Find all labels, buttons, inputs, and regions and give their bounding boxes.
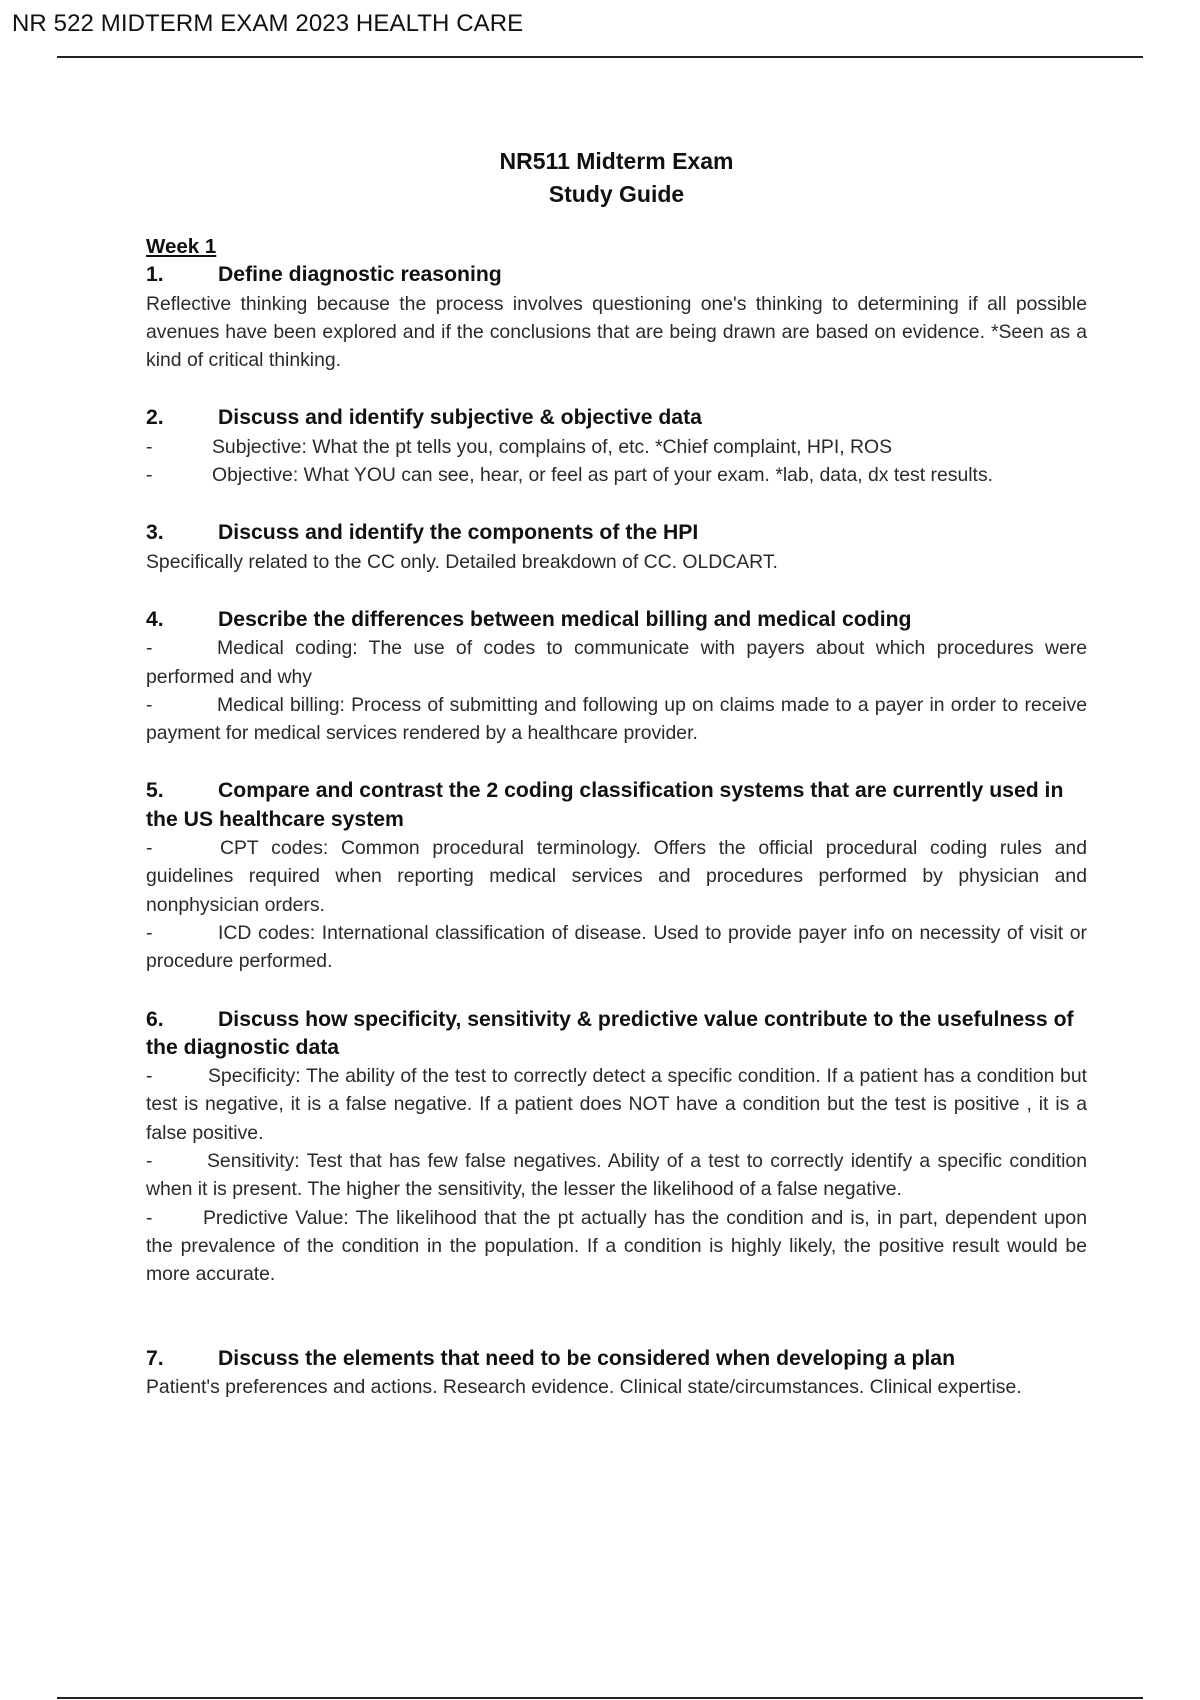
bullet-item: - ICD codes: International classification of disease. Used to provide payer info on necessity of visit or procedure performed. <box>146 919 1087 976</box>
question-4-heading <box>146 606 1087 634</box>
title-line-1: NR511 Midterm Exam <box>499 148 734 174</box>
question-3-heading <box>146 519 1087 547</box>
bullet-item: - Medical billing: Process of submitting and following up on claims made to a payer in order to receive payment for medical services rendered by a healthcare provider. <box>146 691 1087 748</box>
question-2-heading <box>146 404 1087 432</box>
week-heading: Week 1 <box>146 235 217 258</box>
question-number: 1. <box>146 263 164 287</box>
question-text: Compare and contrast the 2 coding classification systems that are currently used in the US healthcare system <box>146 779 1064 831</box>
question-1-answer: Reflective thinking because the process involves questioning one's thinking to determining if all possible avenues have been explored and if the conclusions that are being drawn are based on evidence. *Seen as a kind of critical thinking. <box>146 292 1087 372</box>
document-header: NR 522 MIDTERM EXAM 2023 HEALTH CARE <box>12 10 524 37</box>
document-body <box>146 145 1087 1401</box>
question-text: Discuss and identify subjective & objective data <box>218 406 702 430</box>
title-line-2: Study Guide <box>548 180 685 207</box>
bullet-dash: - <box>146 464 153 487</box>
bullet-dash: - <box>146 837 153 860</box>
question-5-heading <box>146 777 1087 834</box>
bullet-dash: - <box>146 435 153 458</box>
bullet-dash: - <box>146 637 153 660</box>
document-title <box>146 145 1087 210</box>
bullet-dash: - <box>146 1206 153 1229</box>
question-text: Discuss the elements that need to be considered when developing a plan <box>218 1346 956 1370</box>
question-7-heading <box>146 1345 1087 1373</box>
footer-divider <box>57 1697 1143 1699</box>
question-number: 3. <box>146 521 164 545</box>
bullet-item: - Predictive Value: The likelihood that the pt actually has the condition and is, in part, dependent upon the prevalence of the condition in the population. If a condition is highly likely, the positive result would be more accurate. <box>146 1204 1087 1289</box>
question-text: Describe the differences between medical billing and medical coding <box>218 607 912 631</box>
question-number: 4. <box>146 607 164 631</box>
question-text: Discuss and identify the components of the HPI <box>218 521 699 545</box>
question-text: Define diagnostic reasoning <box>218 263 502 287</box>
question-number: 2. <box>146 406 164 430</box>
bullet-item: - Subjective: What the pt tells you, complains of, etc. *Chief complaint, HPI, ROS <box>146 433 1087 461</box>
question-number: 7. <box>146 1346 164 1370</box>
question-number: 6. <box>146 1007 164 1031</box>
bullet-item: - Sensitivity: Test that has few false negatives. Ability of a test to correctly identify a specific condition when it is present. The higher the sensitivity, the lesser the likelihood of a false negative. <box>146 1147 1087 1204</box>
question-text: Discuss how specificity, sensitivity & predictive value contribute to the usefulness of the diagnostic data <box>146 1007 1074 1059</box>
question-6-heading <box>146 1006 1087 1063</box>
question-3-answer: Specifically related to the CC only. Detailed breakdown of CC. OLDCART. <box>146 550 778 573</box>
bullet-item: - CPT codes: Common procedural terminology. Offers the official procedural coding rules and guidelines required when reporting medical services and procedures performed by physician and nonphysician orders. <box>146 834 1087 919</box>
bullet-item: - Medical coding: The use of codes to communicate with payers about which procedures were performed and why <box>146 634 1087 691</box>
question-1-heading <box>146 261 1087 289</box>
bullet-dash: - <box>146 1065 153 1088</box>
header-divider <box>57 56 1143 58</box>
bullet-dash: - <box>146 1150 153 1173</box>
question-7-answer: Patient's preferences and actions. Research evidence. Clinical state/circumstances. Clinical expertise. <box>146 1375 1022 1398</box>
bullet-item: - Specificity: The ability of the test to correctly detect a specific condition. If a patient has a condition but test is negative, it is a false negative. If a patient does NOT have a condition but the test is positive , it is a false positive. <box>146 1062 1087 1147</box>
bullet-dash: - <box>146 921 153 944</box>
question-number: 5. <box>146 779 164 803</box>
bullet-dash: - <box>146 693 153 716</box>
bullet-item: - Objective: What YOU can see, hear, or feel as part of your exam. *lab, data, dx test results. <box>146 461 1087 489</box>
